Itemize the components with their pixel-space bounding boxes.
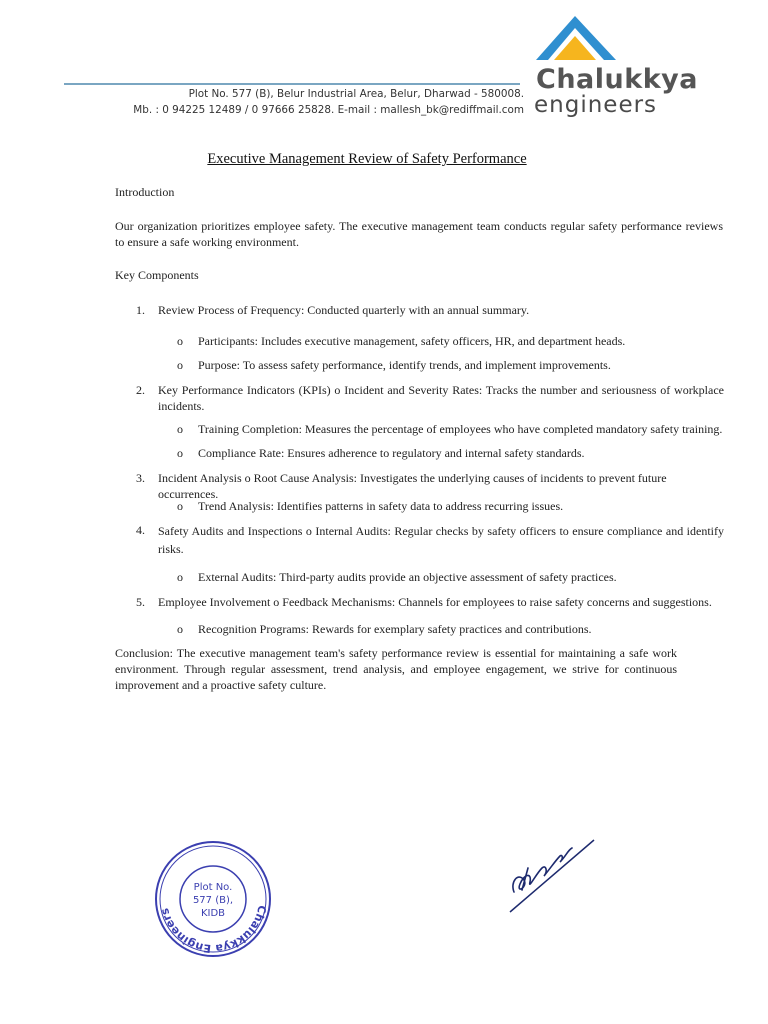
intro-paragraph: Our organization prioritizes employee safety. The executive management team conducts regular safety performance reviews to ensure a safe working environment. (115, 219, 723, 249)
bullet-glyph: o (177, 499, 183, 513)
bullet-glyph: o (177, 446, 183, 460)
bullet-glyph: o (177, 334, 183, 348)
signature-scribble-icon (502, 832, 602, 916)
conclusion-paragraph: Conclusion: The executive management team's safety performance review is essential for maintaining a safe work environment. Through regular assessment, trend analysis, and employee engagement, we strive for continuous improvement and a proactive safety culture. (115, 646, 677, 692)
address-line-1: Plot No. 577 (B), Belur Industrial Area, Belur, Dharwad - 580008. (188, 88, 524, 100)
list-item: Incident Analysis o Root Cause Analysis: Investigates the underlying causes of incidents to prevent future occurrences. (158, 471, 667, 501)
document-title: Executive Management Review of Safety Performance (207, 151, 527, 167)
company-address (128, 86, 524, 118)
list-item-number: 2. (136, 383, 145, 397)
key-components-heading: Key Components (115, 268, 199, 282)
bullet-glyph: o (177, 422, 183, 436)
list-item-number: 3. (136, 471, 145, 485)
bullet-glyph: o (177, 358, 183, 372)
roof-logo-icon (532, 14, 632, 64)
bullet-glyph: o (177, 622, 183, 636)
brand-name: Chalukkya (536, 64, 698, 95)
stamp-line-2: 577 (B), (192, 895, 234, 906)
sub-list-item: Compliance Rate: Ensures adherence to regulatory and internal safety standards. (198, 446, 585, 460)
list-item: Key Performance Indicators (KPIs) o Incident and Severity Rates: Tracks the number and seriousness of workplace incidents. (158, 383, 724, 413)
company-stamp (152, 840, 274, 958)
sub-list-item: Training Completion: Measures the percentage of employees who have completed mandatory safety training. (198, 422, 723, 436)
stamp-line-3: KIDB (200, 908, 226, 919)
list-item: Employee Involvement o Feedback Mechanisms: Channels for employees to raise safety concerns and suggestions. (158, 595, 712, 609)
sub-list-item: External Audits: Third-party audits provide an objective assessment of safety practices. (198, 570, 617, 584)
bullet-glyph: o (177, 570, 183, 584)
list-item-number: 5. (136, 595, 145, 609)
list-item-number: 1. (136, 303, 145, 317)
list-item-number: 4. (136, 523, 145, 537)
sub-list-item: Purpose: To assess safety performance, identify trends, and implement improvements. (198, 358, 611, 372)
company-logo (532, 14, 708, 124)
brand-subtitle: engineers (534, 92, 658, 118)
list-item: Review Process of Frequency: Conducted quarterly with an annual summary. (158, 303, 530, 317)
sub-list-item: Participants: Includes executive management, safety officers, HR, and department heads. (198, 334, 626, 348)
header-divider (64, 83, 520, 85)
address-line-2: Mb. : 0 94225 12489 / 0 97666 25828. E-mail : mallesh_bk@rediffmail.com (133, 104, 524, 116)
list-item: Safety Audits and Inspections o Internal Audits: Regular checks by safety officers to ensure compliance and identify risks. (158, 524, 724, 556)
sub-list-item: Trend Analysis: Identifies patterns in safety data to address recurring issues. (198, 499, 564, 513)
intro-heading: Introduction (115, 185, 175, 199)
stamp-seal-icon (152, 840, 274, 958)
stamp-ring-text: Chalukkya Engineers (158, 904, 269, 956)
sub-list-item: Recognition Programs: Rewards for exemplary safety practices and contributions. (198, 622, 592, 636)
signature (502, 832, 602, 916)
stamp-line-1: Plot No. (193, 882, 233, 893)
